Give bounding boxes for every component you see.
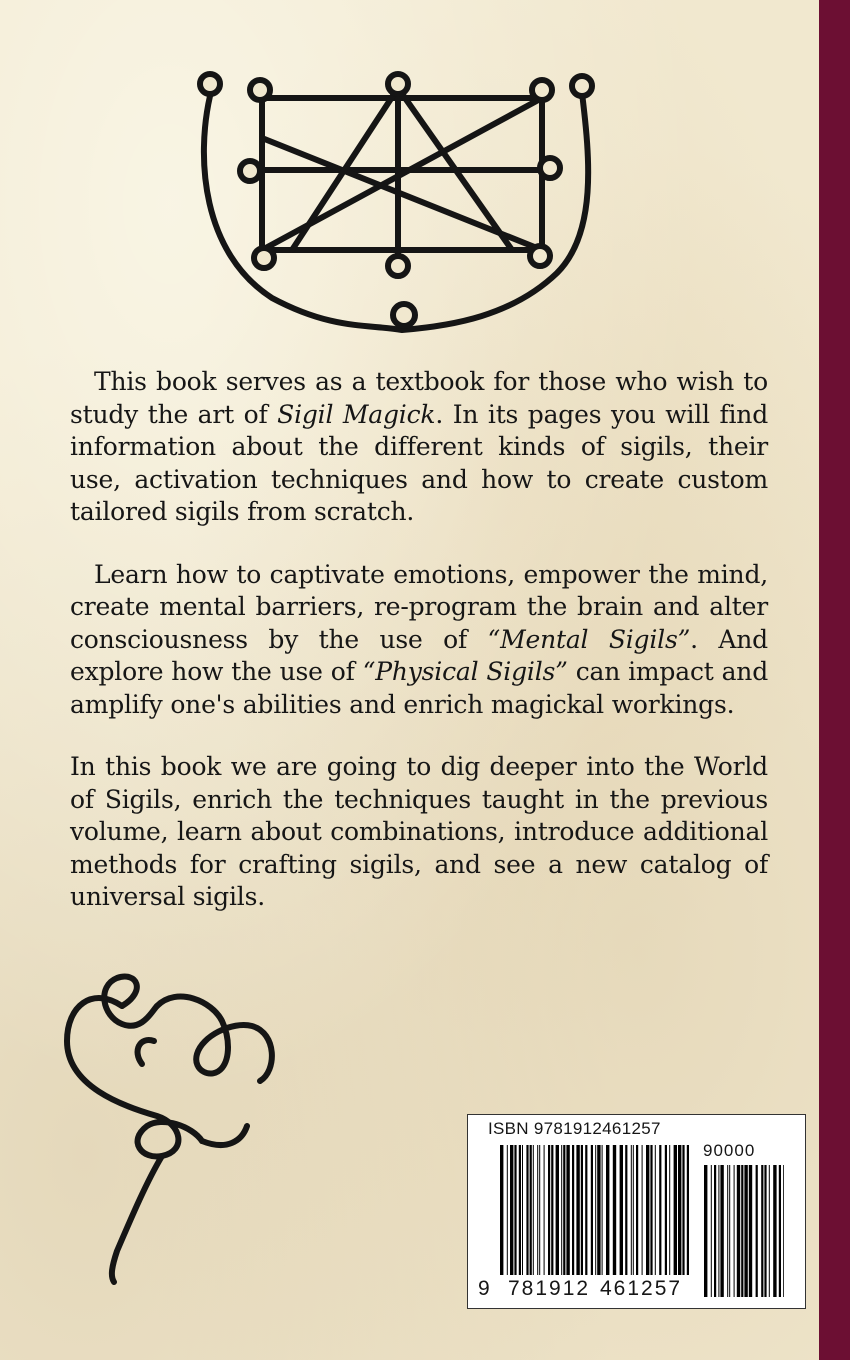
barcode-addon-bar	[718, 1165, 719, 1297]
barcode-addon-bar	[764, 1165, 766, 1297]
emphasis-physical-sigils: “Physical Sigils”	[362, 657, 568, 686]
description-text	[70, 366, 768, 944]
barcode-addon-bar	[744, 1165, 747, 1297]
barcode-addon-bar	[749, 1165, 752, 1297]
paragraph-deeper: In this book we are going to dig deeper into the World of Sigils, enrich the techniques taught in the previous volume, learn about combinations, introduce additional methods for crafting sigils, and see a new catalog of universal sigils.	[70, 752, 768, 911]
barcode-addon-bar	[741, 1165, 743, 1297]
barcode-addon-bar	[783, 1165, 784, 1297]
barcode-addon-bar	[727, 1165, 728, 1297]
book-spine-edge	[819, 0, 850, 1360]
sigil-swirl-icon	[62, 966, 288, 1286]
barcode-addon-bar	[734, 1165, 735, 1297]
paragraph-intro: This book serves as a textbook for those who wish to study the art of Sigil Magick. In its pages you will find information about the different kinds of sigils, their use, activation techniques and how to create custom tailored sigils from scratch.	[70, 367, 769, 526]
barcode-addon-bar	[779, 1165, 781, 1297]
barcode-digit-group-3: 461257	[600, 1277, 683, 1300]
barcode-digit-group-1: 9	[478, 1277, 492, 1300]
barcode-bars-addon	[704, 1165, 784, 1297]
barcode-addon-bar	[761, 1165, 763, 1297]
isbn-barcode	[467, 1114, 806, 1309]
barcode-digits	[478, 1275, 692, 1303]
emphasis-mental-sigils: “Mental Sigils”	[487, 624, 691, 654]
barcode-addon-bar	[714, 1165, 716, 1297]
barcode-addon-bar	[729, 1165, 730, 1297]
emphasis-sigil-magick: Sigil Magick	[277, 399, 436, 429]
paragraph-learn: Learn how to captivate emotions, empower the mind, create mental barriers, re-program the brain and alter consciousness by the use of “Mental Sigils”. And explore how the use of “Physical Sigils” can impact and amplify one's abilities and enrich magickal workings.	[70, 559, 768, 719]
isbn-label: ISBN 9781912461257	[488, 1119, 661, 1138]
barcode-addon-bar	[720, 1165, 723, 1297]
barcode-digit-group-2: 781912	[508, 1277, 591, 1300]
barcode-addon-bar	[704, 1165, 707, 1297]
barcode-addon-bar	[756, 1165, 758, 1297]
barcode-addon-bar	[769, 1165, 770, 1297]
price-code: 90000	[703, 1141, 756, 1160]
sigil-seal-icon	[192, 68, 612, 338]
barcode-addon-bar	[711, 1165, 712, 1297]
barcode-addon-bar	[773, 1165, 776, 1297]
barcode-addon-bar	[737, 1165, 740, 1297]
